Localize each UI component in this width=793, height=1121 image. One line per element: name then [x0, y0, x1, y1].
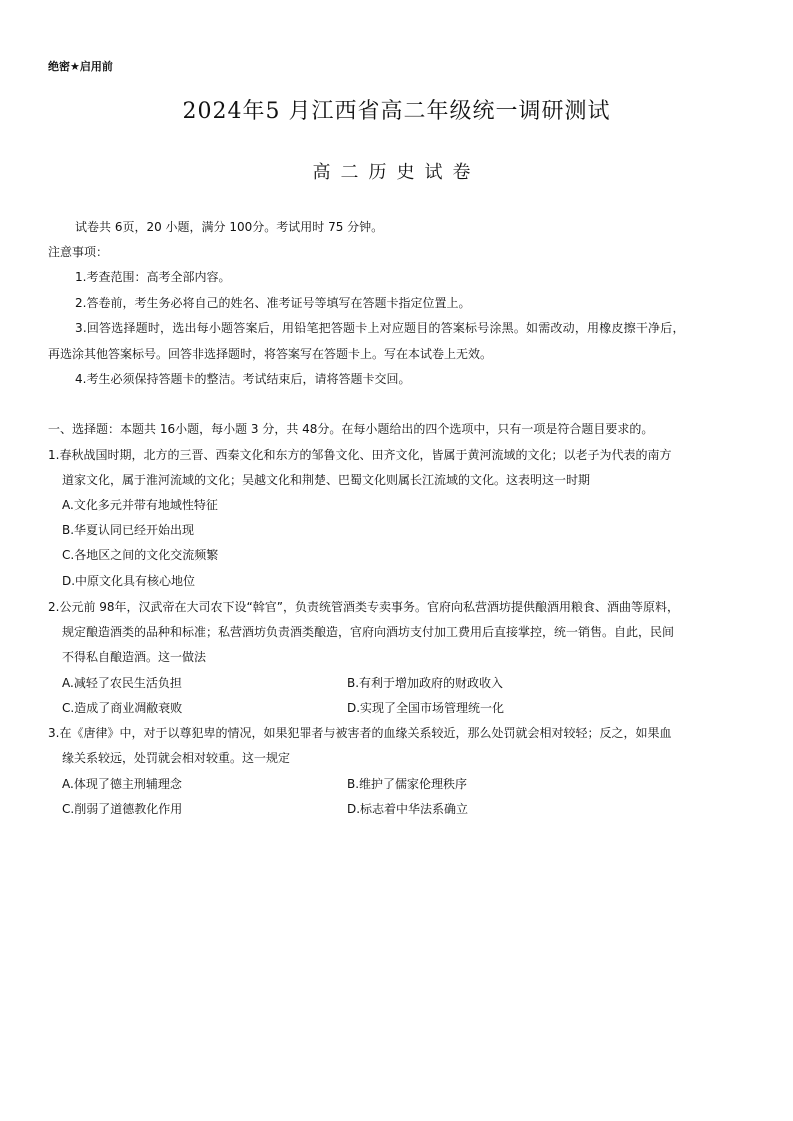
- option-a: A.文化多元并带有地域性特征: [62, 498, 218, 512]
- option-c: C.各地区之间的文化交流频繁: [62, 548, 219, 562]
- option-d: D.中原文化具有核心地位: [62, 574, 196, 588]
- notice-item: 3.回答选择题时，选出每小题答案后，用铅笔把答题卡上对应题目的答案标号涂黑。如需改动，用橡皮擦干净后，: [75, 321, 685, 335]
- notice-item-continued: 再选涂其他答案标号。回答非选择题时，将答案写在答题卡上。写在本试卷上无效。: [48, 347, 493, 361]
- option-a: A.减轻了农民生活负担: [62, 676, 182, 690]
- question-text: 道家文化，属于淮河流域的文化；吴越文化和荆楚、巴蜀文化则属长江流域的文化。这表明这一时期: [62, 473, 591, 487]
- option-a: A.体现了德主刑辅理念: [62, 777, 182, 791]
- option-c: C.削弱了道德教化作用: [62, 802, 183, 816]
- option-b: B.华夏认同已经开始出现: [62, 523, 195, 537]
- notice-item: 4.考生必须保持答题卡的整洁。考试结束后，请将答题卡交回。: [75, 372, 411, 386]
- option-c: C.造成了商业凋敝衰败: [62, 701, 183, 715]
- question-text: 规定酿造酒类的品种和标准；私营酒坊负责酒类酿造，官府向酒坊支付加工费用后直接掌控，统一销售。自此，民间: [62, 625, 675, 639]
- question-text: 2.公元前 98年，汉武帝在大司农下设“斡官”，负责统管酒类专卖事务。官府向私营酒坊提供酿酒用粮食、酒曲等原料，: [48, 600, 679, 614]
- exam-title: 2024年5 月江西省高二年级统一调研测试: [182, 99, 611, 124]
- option-d: D.实现了全国市场管理统一化: [347, 701, 505, 715]
- notice-item: 2.答卷前，考生务必将自己的姓名、准考证号等填写在答题卡指定位置上。: [75, 296, 471, 310]
- option-b: B.有利于增加政府的财政收入: [347, 676, 504, 690]
- option-b: B.维护了儒家伦理秩序: [347, 777, 468, 791]
- question-text: 3.在《唐律》中，对于以尊犯卑的情况，如果犯罪者与被害者的血缘关系较近，那么处罚就会相对较轻；反之，如果血: [48, 726, 672, 740]
- exam-summary: 试卷共 6页，20 小题，满分 100分。考试用时 75 分钟。: [75, 220, 384, 234]
- section-heading: 一、选择题：本题共 16小题，每小题 3 分，共 48分。在每小题给出的四个选项中，只有一项是符合题目要求的。: [48, 422, 654, 436]
- notice-heading: 注意事项：: [48, 245, 109, 259]
- question-text: 缘关系较远，处罚就会相对较重。这一规定: [62, 751, 291, 765]
- question-text: 1.春秋战国时期，北方的三晋、西秦文化和东方的邹鲁文化、田齐文化，皆属于黄河流域的文化；以老子为代表的南方: [48, 448, 672, 462]
- confidential-label: 绝密★启用前: [48, 60, 113, 73]
- exam-subtitle: 高二历史试卷: [312, 162, 481, 183]
- question-text: 不得私自酿造酒。这一做法: [62, 650, 207, 664]
- notice-item: 1.考查范围：高考全部内容。: [75, 270, 231, 284]
- option-d: D.标志着中华法系确立: [347, 802, 469, 816]
